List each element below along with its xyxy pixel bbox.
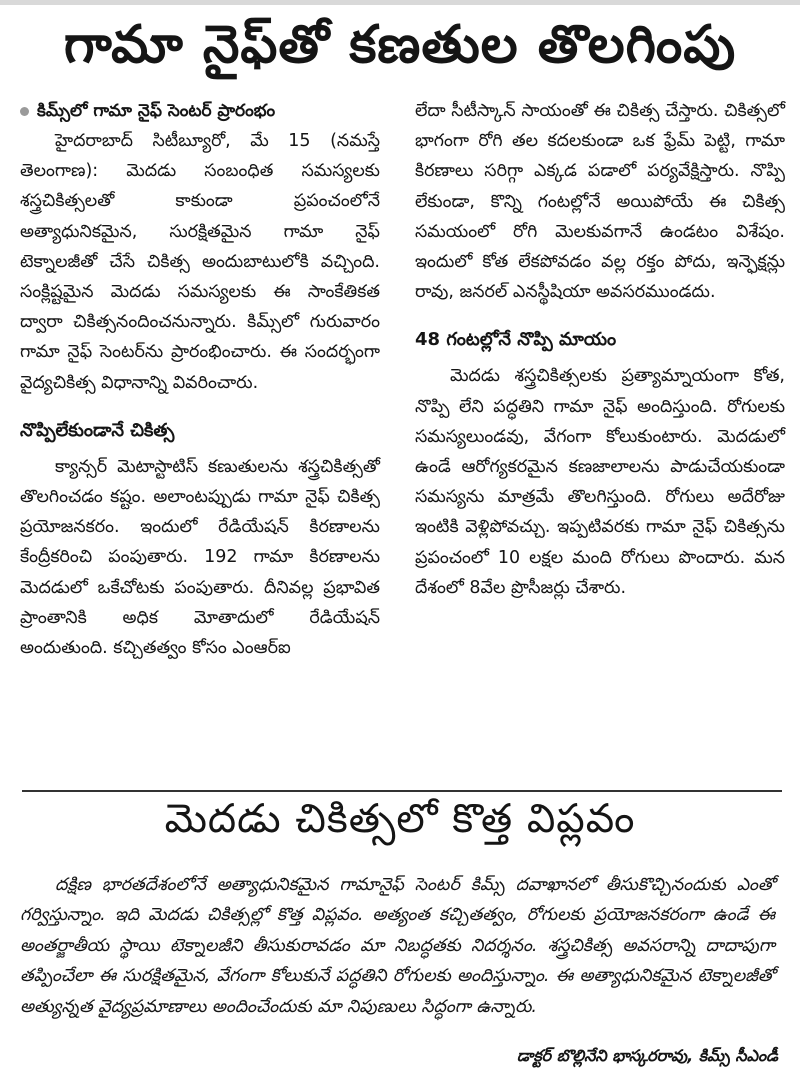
kicker-text: కిమ్స్‌లో గామా నైఫ్ సెంటర్ ప్రారంభం [37, 101, 276, 121]
bullet-icon [20, 107, 29, 116]
left-column [20, 96, 380, 663]
quote-signature: డాక్టర్ బొల్లినేని భాస్కరరావు, కిమ్స్ సీఎండీ [516, 1046, 778, 1065]
quote-body: దక్షిణ భారతదేశంలోనే అత్యాధునికమైన గామానైఫ్ సెంటర్ కిమ్స్ దవాఖానలో తీసుకొచ్చినందుకు ఎంతో గర్విస్తున్నాం. ఇది మెదడు చికిత్సల్లో కొత్త విప్లవం. అత్యంత కచ్చితత్వం, రోగులకు ప్రయోజనకరంగా ఉండే ఈ అంతర్జాతీయ స్థాయి టెక్నాలజీని తీసుకురావడం మా నిబద్ధతకు నిదర్శనం. శస్త్రచికిత్స అవసరాన్ని దాదాపుగా తప్పించేలా ఈ సురక్షితమైన, వేగంగా కోలుకునే పద్ధతిని రోగులకు అందిస్తున్నాం. ఈ అత్యాధునికమైన టెక్నాలజీతో అత్యున్నత వైద్యప్రమాణాలు అందించేందుకు మా నిపుణులు సిద్ధంగా ఉన్నారు. [20, 874, 775, 1017]
continued-paragraph: లేదా సీటీస్కాన్ సాయంతో ఈ చికిత్స చేస్తారు. చికిత్సలో భాగంగా రోగి తల కదలకుండా ఒక ఫ్రేమ్ పెట్టి, గామా కిరణాలు సరిగ్గా ఎక్కడ పడాలో పర్యవేక్షిస్తారు. నొప్పి లేకుండా, కొన్ని గంటల్లోనే అయిపోయే ఈ చికిత్స సమయంలో రోగి మెలకువగానే ఉండటం విశేషం. ఇందులో కోత లేకపోవడం వల్ల రక్తం పోదు, ఇన్ఫెక్షన్లు రావు, జనరల్ ఎనస్థీషియా అవసరముండదు. [415, 101, 785, 303]
right-column [415, 96, 785, 603]
intro-paragraph: హైదరాబాద్ సిటీబ్యూరో, మే 15 (నమస్తే తెలంగాణ): మెదడు సంబంధిత సమస్యలకు శస్త్రచికిత్సలతో కాకుండా ప్రపంచంలోనే అత్యాధునికమైన, సురక్షితమైన గామా నైఫ్ టెక్నాలజీతో చేసే చికిత్స అందుబాటులోకి వచ్చింది. సంక్లిష్టమైన మెదడు సమస్యలకు ఈ సాంకేతికత ద్వారా చికిత్సనందించనున్నారు. కిమ్స్‌లో గురువారం గామా నైఫ్ సెంటర్‌ను ప్రారంభించారు. ఈ సందర్భంగా వైద్యచికిత్స విధానాన్ని వివరించారు. [20, 131, 380, 393]
top-rule [0, 0, 800, 5]
recovery-paragraph: మెదడు శస్త్రచికిత్సలకు ప్రత్యామ్నాయంగా కోత, నొప్పి లేని పద్ధతిని గామా నైఫ్ అందిస్తుంది. రోగులకు సమస్యలుండవు, వేగంగా కోలుకుంటారు. మెదడులో ఉండే ఆరోగ్యకరమైన కణజాలాలను పాడుచేయకుండా సమస్యను మాత్రమే తొలగిస్తుంది. రోగులు అదేరోజు ఇంటికి వెళ్లిపోవచ్చు. ఇప్పటివరకు గామా నైఫ్ చికిత్సను ప్రపంచంలో 10 లక్షల మంది రోగులు పొందారు. మన దేశంలో 8వేల ప్రొసీజర్లు చేశారు. [415, 366, 785, 598]
treatment-paragraph: క్యాన్సర్ మెటాస్టాటిస్ కణుతులను శస్త్రచికిత్సతో తొలగించడం కష్టం. అలాంటప్పుడు గామా నైఫ్ చికిత్స ప్రయోజనకరం. ఇందులో రేడియేషన్ కిరణాలను కేంద్రీకరించి పంపుతారు. 192 గామా కిరణాలను మెదడులో ఒకేచోటకు పంపుతారు. దీనివల్ల ప్రభావిత ప్రాంతానికి అధిక మోతాదులో రేడియేషన్ అందుతుంది. కచ్చితత్వం కోసం ఎంఆర్ఐ [20, 456, 380, 659]
kicker [20, 96, 380, 126]
subhead-48-hours: 48 గంటల్లోనే నొప్పి మాయం [415, 329, 617, 351]
section-divider [22, 790, 782, 792]
quote-title: మెదడు చికిత్సలో కొత్త విప్లవం [164, 796, 636, 842]
subhead-no-pain-treatment: నొప్పిలేకుండానే చికిత్స [20, 419, 175, 441]
headline: గామా నైఫ్‌తో కణతుల తొలగింపు [63, 15, 737, 75]
